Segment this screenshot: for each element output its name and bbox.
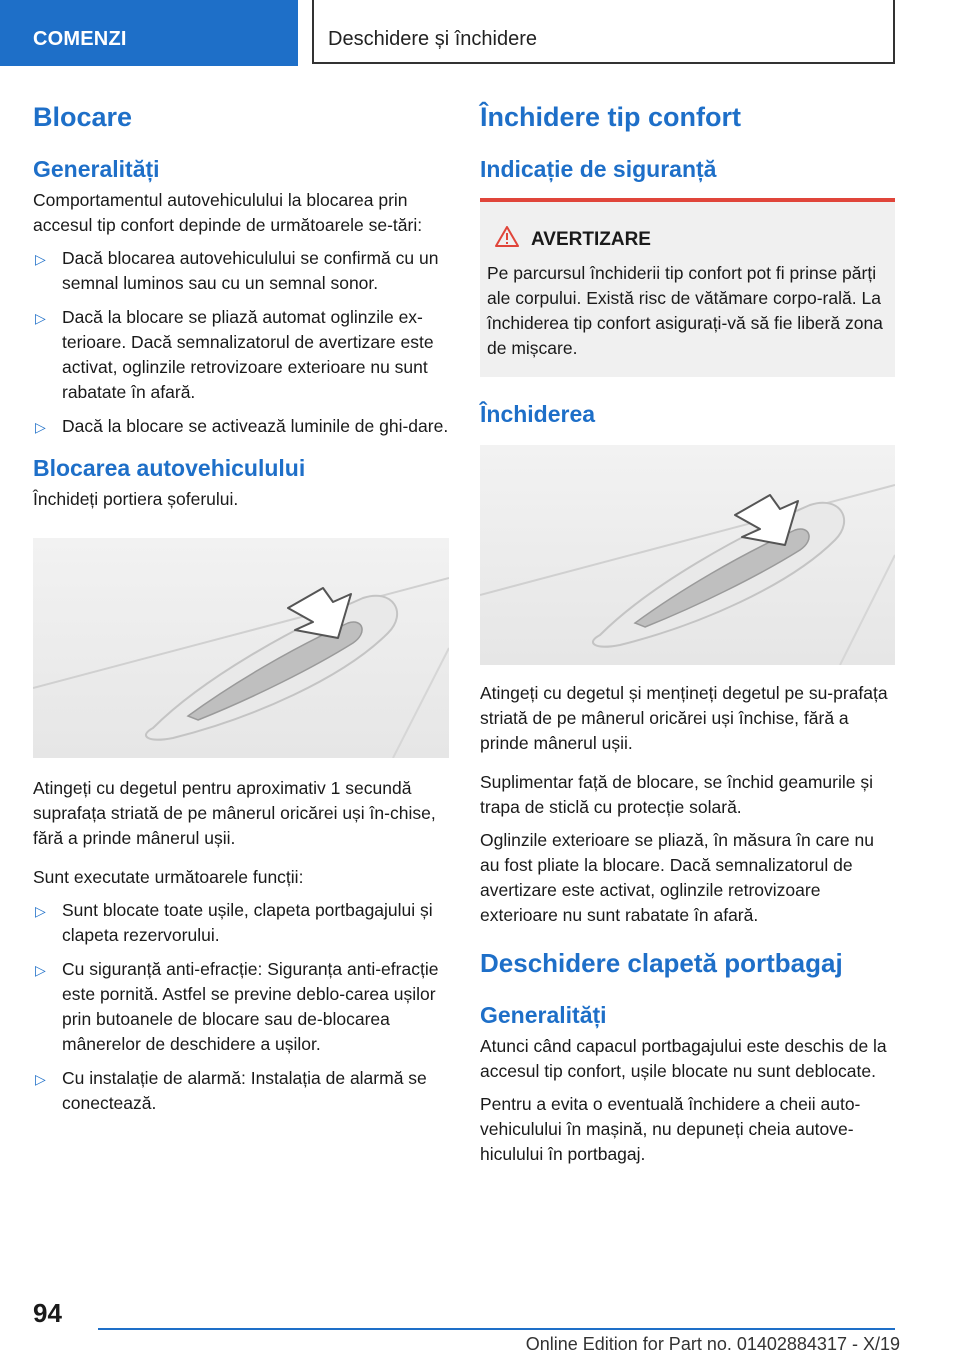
list-item-text: Cu instalație de alarmă: Instalația de alarmă se conectează. xyxy=(62,1068,427,1113)
heading-trunk: Deschidere clapetă portbagaj xyxy=(480,948,843,978)
footer-divider xyxy=(98,1328,895,1330)
warning-header xyxy=(487,226,887,253)
subheading-closing: Închiderea xyxy=(480,401,596,427)
trunk-text-2: Pentru a evita o eventuală închidere a cheii auto-vehiculului în mașină, nu depuneți cheia autove-hiculului în portbagaj. xyxy=(480,1094,861,1164)
functions-list xyxy=(33,898,449,1116)
lock-text: Închideți portiera șoferului. xyxy=(33,489,239,509)
closing-text-2: Suplimentar față de blocare, se închid geamurile și trapa de sticlă cu protecție solară. xyxy=(480,772,873,817)
list-item-text: Dacă la blocare se activează luminile de ghi-dare. xyxy=(62,416,449,436)
triangle-bullet-icon: ▷ xyxy=(35,251,46,267)
warning-triangle-icon xyxy=(495,226,519,253)
subheading-general: Generalități xyxy=(33,156,160,182)
left-column xyxy=(33,100,449,1130)
functions-intro: Sunt executate următoarele funcții: xyxy=(33,867,304,887)
touch-text: Atingeți cu degetul pentru aproximativ 1 secundă suprafața striată de pe mânerul oricărei uși în-chise, fără a prinde mânerul ușii. xyxy=(33,778,436,848)
section-title: Deschidere și închidere xyxy=(312,0,895,64)
list-item xyxy=(33,898,449,948)
list-item-text: Sunt blocate toate ușile, clapeta portbagajului și clapeta rezervorului. xyxy=(62,900,433,945)
edition-text: Online Edition for Part no. 01402884317 - X/19 xyxy=(525,1334,900,1354)
list-item xyxy=(33,1066,449,1116)
warning-title: AVERTIZARE xyxy=(531,228,651,250)
triangle-bullet-icon: ▷ xyxy=(35,903,46,919)
list-item xyxy=(33,957,449,1057)
chapter-tab: COMENZI xyxy=(0,0,298,66)
heading-locking: Blocare xyxy=(33,102,133,132)
triangle-bullet-icon: ▷ xyxy=(35,310,46,326)
subheading-safety: Indicație de siguranță xyxy=(480,156,717,182)
general-list xyxy=(33,246,449,439)
subheading-general-2: Generalități xyxy=(480,1002,607,1028)
general-text: Comportamentul autovehiculului la blocarea prin accesul tip confort depinde de următoarele se-tări: xyxy=(33,190,423,235)
list-item-text: Dacă la blocare se pliază automat oglinzile ex-terioare. Dacă semnalizatorul de avertizare este activat, oglinzile retrovizoare exterioare nu sunt rabatate în afară. xyxy=(62,307,434,402)
heading-comfort-closing: Închidere tip confort xyxy=(480,102,742,132)
warning-text: Pe parcursul închiderii tip confort pot fi prinse părți ale corpului. Există risc de vătămare corpo-rală. La închiderea tip confort asigurați-vă să fie liberă zona de mișcare. xyxy=(487,263,883,358)
list-item xyxy=(33,414,449,439)
triangle-bullet-icon: ▷ xyxy=(35,419,46,435)
page-number: 94 xyxy=(33,1298,62,1328)
door-handle-image-2 xyxy=(480,445,895,665)
triangle-bullet-icon: ▷ xyxy=(35,1071,46,1087)
list-item-text: Dacă blocarea autovehiculului se confirmă cu un semnal luminos sau cu un semnal sonor. xyxy=(62,248,439,293)
closing-text-1: Atingeți cu degetul și mențineți degetul pe su-prafața striată de pe mânerul oricărei uși închise, fără a prinde mânerul ușii. xyxy=(480,683,888,753)
closing-text-3: Oglinzile exterioare se pliază, în măsura în care nu au fost pliate la blocare. Dacă semnalizatorul de avertizare este activat, oglinzile retrovizoare exterioare nu sunt rabatate în afară. xyxy=(480,830,874,925)
door-handle-illustration xyxy=(480,445,895,665)
triangle-bullet-icon: ▷ xyxy=(35,962,46,978)
list-item xyxy=(33,246,449,296)
warning-box xyxy=(480,198,895,377)
list-item xyxy=(33,305,449,405)
trunk-text-1: Atunci când capacul portbagajului este deschis de la accesul tip confort, ușile blocate nu sunt deblocate. xyxy=(480,1036,887,1081)
subheading-locking-vehicle: Blocarea autovehiculului xyxy=(33,455,306,481)
door-handle-illustration xyxy=(33,538,449,758)
door-handle-image xyxy=(33,538,449,758)
right-column xyxy=(480,100,895,1175)
list-item-text: Cu siguranță anti-efracție: Siguranța anti-efracție este pornită. Astfel se previne deblo-carea ușilor prin butoanele de blocare sau de-blocarea mânerelor de deschidere a ușilor. xyxy=(62,959,439,1054)
